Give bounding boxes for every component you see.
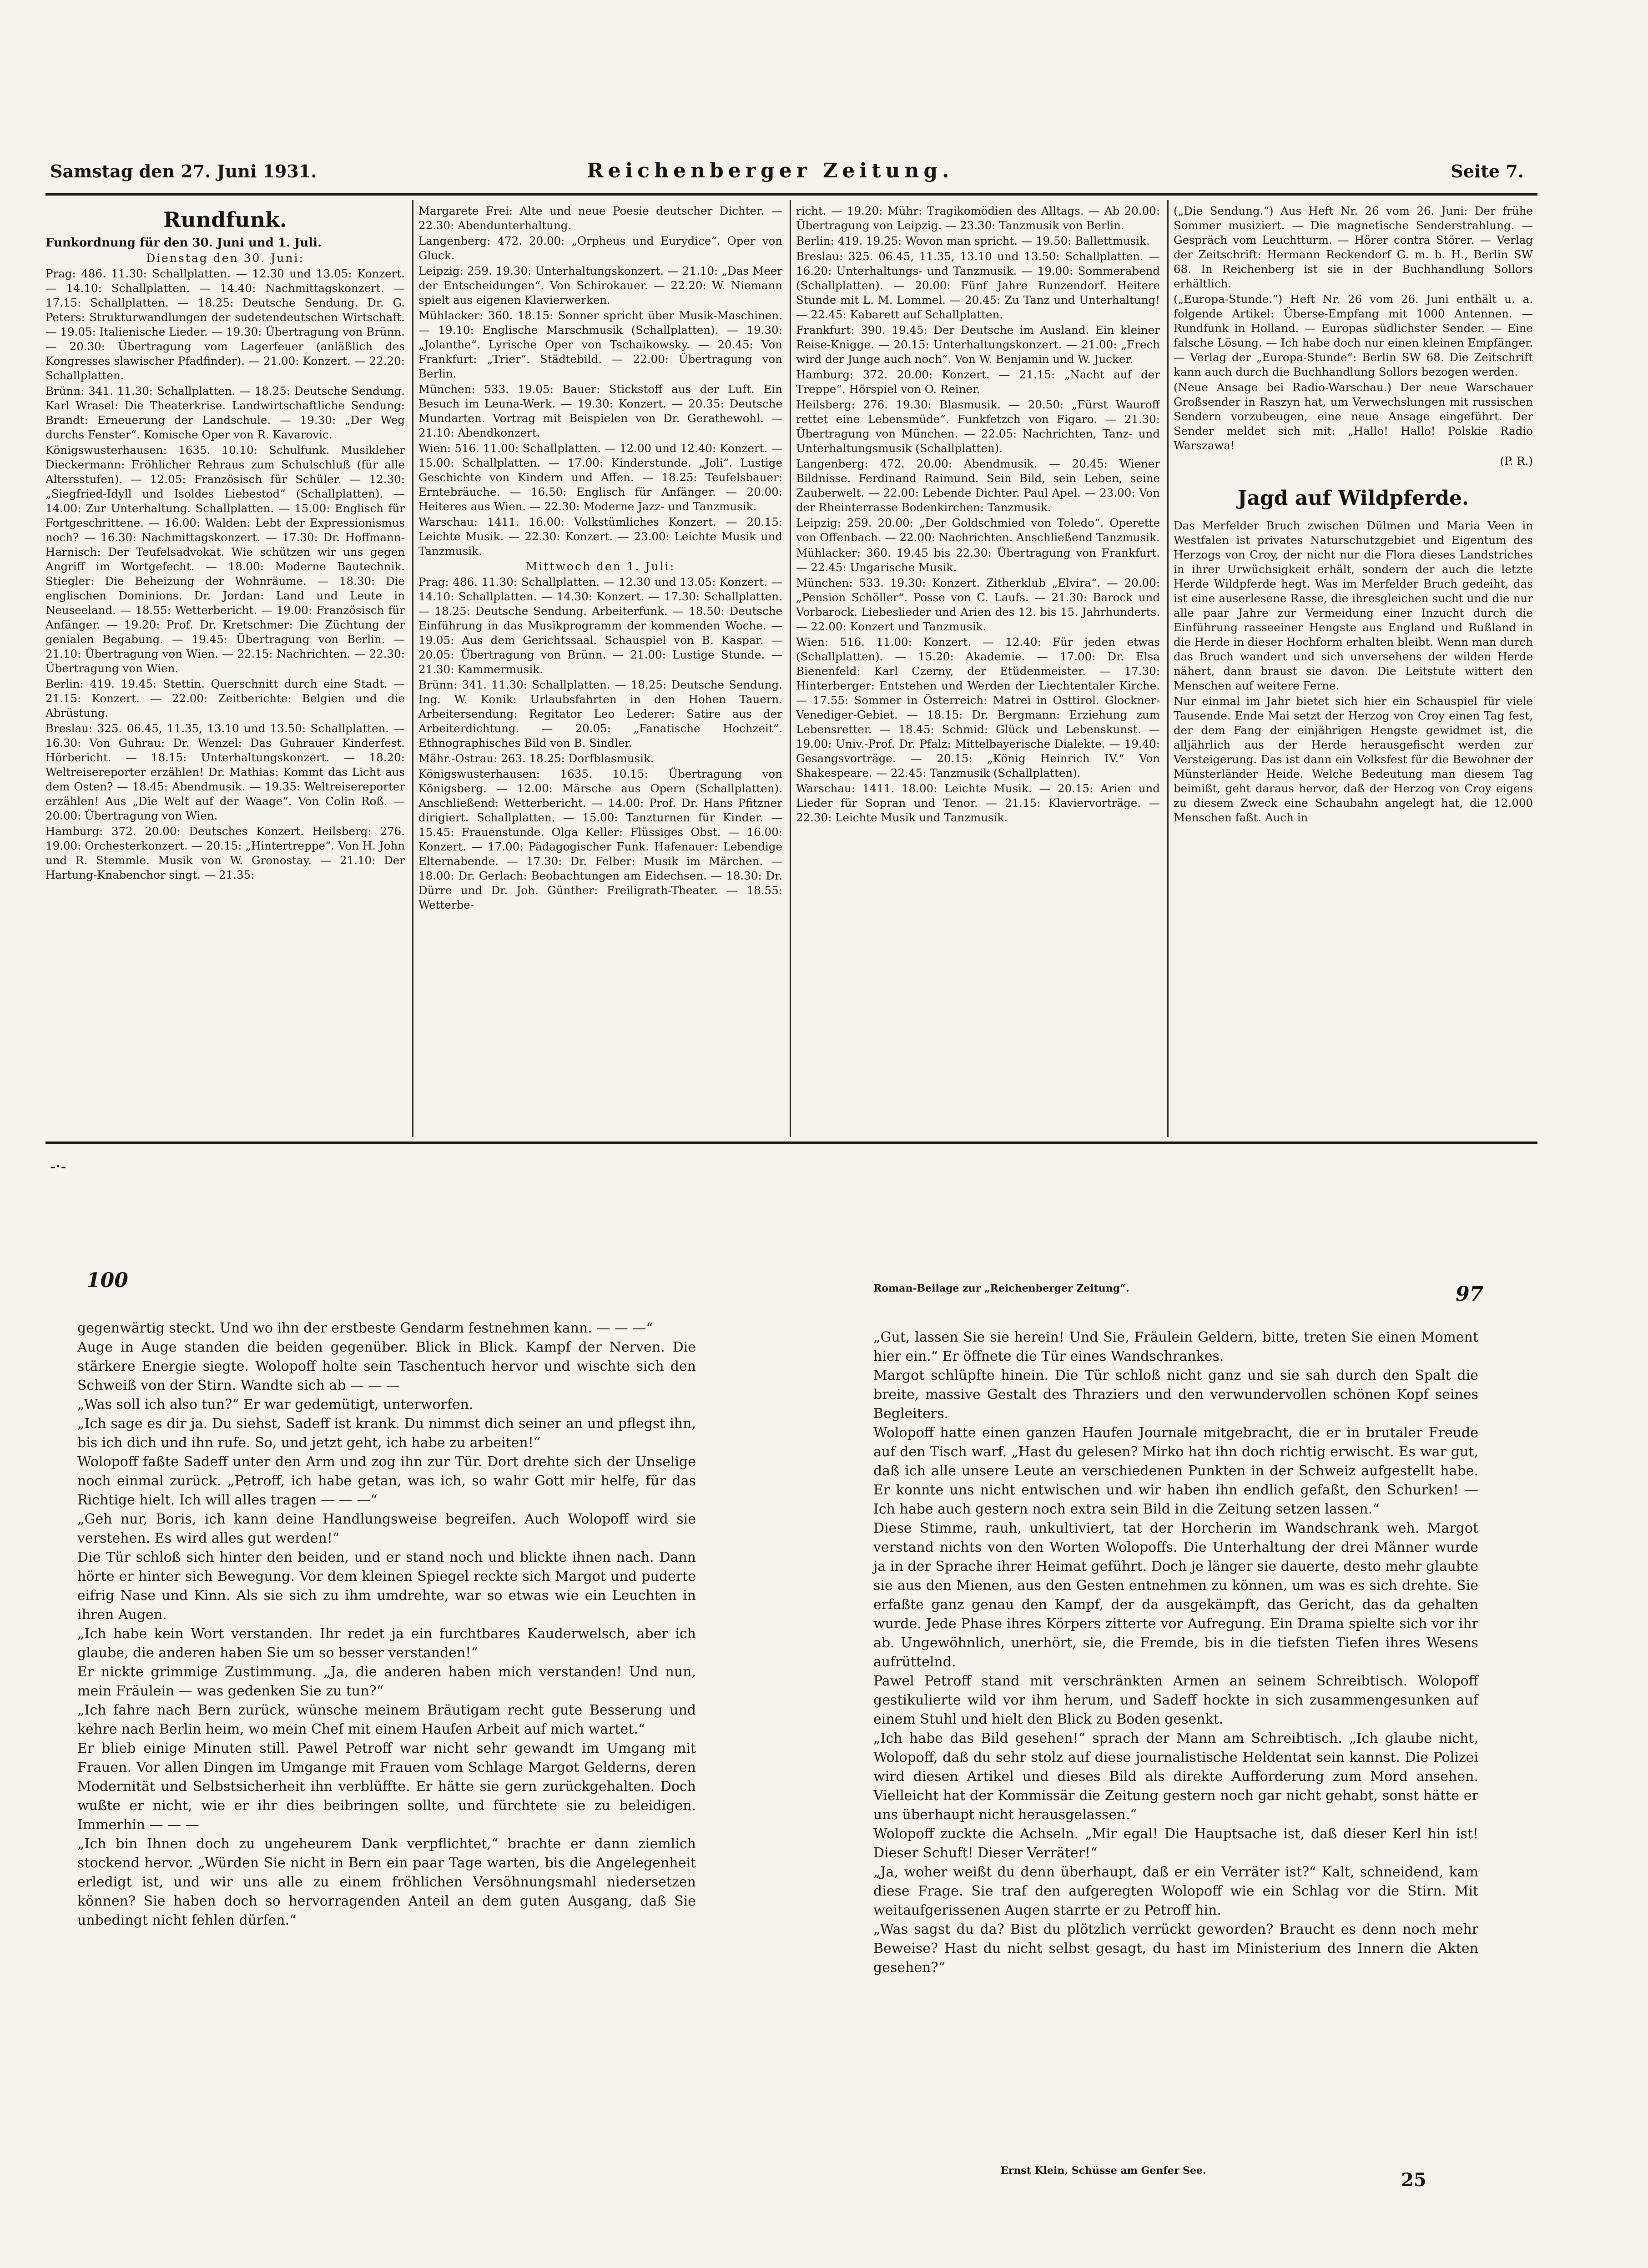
article-paragraph: Nur einmal im Jahr bietet sich hier ein Schauspiel für viele Tausende. Ende Mai setzt der Herzog von Croy einen Tag fest, der dem Fang der einjährigen Hengste gewidmet ist, die alljährlich aus der Herde herausgefischt werden zur Versteigerung. Das ist dann ein Volksfest für die Bewohner der Münsterländer Heide. Welche Bedeutung man diesem Tag beimißt, geht daraus hervor, daß der Herzog von Croy eigens zu diesem Zweck eine Schaubahn angelegt hat, die 12.000 Menschen faßt. Auch in — [1174, 694, 1533, 824]
section-heading-rundfunk: Rundfunk. — [163, 207, 287, 232]
notice-paragraph: („Europa-Stunde.“) Heft Nr. 26 vom 26. Juni enthält u. a. folgende Artikel: Überse-Empfang mit 1000 Antennen. — Rundfunk in Holland. — Europas südlichster Sender. — Eine falsche Lösung. — Ich habe doch nur einen kleinen Empfänger. — Verlag der „Europa-Stunde“: Berlin SW 68. Die Zeitschrift kann auch durch die Buchhandlung Sollors bezogen werden. — [1174, 292, 1533, 378]
novel-paragraph: Wolopoff zuckte die Achseln. „Mir egal! Die Hauptsache ist, daß dieser Kerl hin ist! Dieser Schuft! Dieser Verräter!“ — [873, 1826, 1478, 1861]
day-heading: Dienstag den 30. Juni: — [146, 251, 304, 265]
column-2 — [418, 204, 782, 1136]
program-paragraph: Warschau: 1411. 18.00: Leichte Musik. — 20.15: Arien und Lieder für Sopran und Tenor. — 21.15: Klaviervorträge. — 22.30: Leichte Musik und Tanzmusik. — [796, 782, 1160, 824]
novel-paragraph: „Ich sage es dir ja. Du siehst, Sadeff ist krank. Du nimmst dich seiner an und pflegst ihn, bis ich dich und ihn rufe. So, und jetzt geht, ich habe zu arbeiten!“ — [77, 1416, 696, 1451]
novel-paragraph: Wolopoff hatte einen ganzen Haufen Journale mitgebracht, die er in brutaler Freude auf den Tisch warf. „Hast du gelesen? Mirko hat ihn doch richtig erwischt. Es war gut, daß ich alle unsere Leute an verschiedenen Punkten in der Schweiz aufgestellt habe. Er konnte uns nicht entwischen und wir haben ihn endlich gefaßt, den Schurken! — Ich habe auch gestern noch extra sein Bild in die Zeitung setzen lassen.“ — [873, 1425, 1478, 1517]
program-paragraph: München: 533. 19.05: Bauer: Stickstoff aus der Luft. Ein Besuch im Leuna-Werk. — 19.30: Konzert. — 20.35: Deutsche Mundarten. Vortrag mit Beispielen von Dr. Gerathewohl. — 21.10: Abendkonzert. — [418, 382, 782, 439]
notice-paragraph: (Neue Ansage bei Radio-Warschau.) Der neue Warschauer Großsender in Raszyn hat, um Verwechslungen mit russischen Sendern vorzubeugen, eine neue Ansage eingeführt. Der Sender meldet sich mit: „Hallo! Hallo! Polskie Radio Warszawa! — [1174, 381, 1533, 452]
program-paragraph: Prag: 486. 11.30: Schallplatten. — 12.30 und 13.05: Konzert. — 14.10: Schallplatten. — 14.30: Konzert. — 17.30: Schallplatten. — 18.25: Deutsche Sendung. Arbeiterfunk. — 18.50: Deutsche Einführung in das Musikprogramm der kommenden Woche. — 19.05: Aus dem Gerichtssaal. Schauspiel von B. Kaspar. — 20.05: Übertragung von Brünn. — 21.00: Lustige Stunde. — 21.30: Kammermusik. — [418, 575, 782, 676]
novel-paragraph: „Ich bin Ihnen doch zu ungeheurem Dank verpflichtet,“ brachte er dann ziemlich stockend hervor. „Würden Sie nicht in Bern ein paar Tage warten, bis die Angelegenheit erledigt ist, und wir uns alle zu einem fröhlichen Versöhnungsmahl niedersetzen können? Sie haben doch so hervorragenden Anteil an dem guten Ausgang, daß Sie unbedingt nicht fehlen dürfen.“ — [77, 1836, 696, 1928]
column-rule — [412, 200, 413, 1137]
column-1 — [45, 204, 405, 1136]
program-paragraph: Wien: 516. 11.00: Schallplatten. — 12.00 und 12.40: Konzert. — 15.00: Schallplatten. — 17.00: Kinderstunde. „Joli“. Lustige Geschichte von Kindern und Affen. — 18.25: Teufelsbauer: Erntebräuche. — 16.50: Englisch für Anfänger. — 20.00: Heiteres aus Wien. — 22.30: Moderne Jazz- und Tanzmusik. — [418, 442, 782, 513]
scan-mark: -·- — [50, 1157, 66, 1176]
novel-paragraph: Er blieb einige Minuten still. Pawel Petroff war nicht sehr gewandt im Umgang mit Frauen. Vor allen Dingen im Umgange mit Frauen vom Schlage Margot Gelderns, deren Modernität und Selbstsicherheit ihn verblüffte. Er hätte sie gern zurückgehalten. Doch wußte er nicht, wie er ihr dies beibringen sollte, und fürchtete sie zu beleidigen. Immerhin — — — — [77, 1740, 696, 1833]
clip-left-text — [77, 1319, 696, 1930]
program-paragraph: Mühlacker: 360. 19.45 bis 22.30: Übertragung von Frankfurt. — 22.45: Ungarische Musik. — [796, 546, 1160, 574]
day-heading: Mittwoch den 1. Juli: — [525, 560, 675, 573]
novel-paragraph: Auge in Auge standen die beiden gegenüber. Blick in Blick. Kampf der Nerven. Die stärkere Energie siegte. Wolopoff holte sein Taschentuch hervor und wischte sich den Schweiß von der Stirn. Wandte sich ab — — — — [77, 1339, 696, 1393]
program-paragraph: Wien: 516. 11.00: Konzert. — 12.40: Für jeden etwas (Schallplatten). — 15.20: Akademie. — 17.00: Dr. Elsa Bienenfeld: Karl Czerny, der Etüdenmeister. — 17.30: Hinterberger: Entstehen und Werden der Liechtentaler Kirche. — 17.55: Sommer in Österreich: Matrei in Osttirol. Glockner-Venediger-Gebiet. — 18.15: Dr. Bergmann: Erziehung zum Lebensretter. — 18.45: Schmid: Glück und Lebenskunst. — 19.00: Univ.-Prof. Dr. Pfalz: Mittelbayerische Dialekte. — 19.40: Gesangsvorträge. — 20.15: „König Heinrich IV.“ Von Shakespeare. — 22.45: Tanzmusik (Schallplatten). — [796, 635, 1160, 779]
program-paragraph: Heilsberg: 276. 19.30: Blasmusik. — 20.50: „Fürst Wauroff rettet eine Lebensmüde“. Funkfetzch von Figaro. — 21.30: Übertragung von München. — 22.05: Nachrichten, Tanz- und Unterhaltungsmusik (Schallplatten). — [796, 398, 1160, 455]
program-paragraph: Brünn: 341. 11.30: Schallplatten. — 18.25: Deutsche Sendung. Karl Wrasel: Die Theaterkrise. Landwirtschaftliche Sendung: Brandt: Erneuerung der Landschule. — 19.30: „Der Weg durchs Fenster“. Komische Oper von R. Kavarovic. — [45, 384, 405, 441]
program-paragraph: Hamburg: 372. 20.00: Konzert. — 21.15: „Nacht auf der Treppe“. Hörspiel von O. Reiner. — [796, 368, 1160, 396]
masthead-date: Samstag den 27. Juni 1931. — [50, 161, 317, 181]
program-paragraph: Margarete Frei: Alte und neue Poesie deutscher Dichter. — 22.30: Abendunterhaltung. — [418, 204, 782, 232]
novel-paragraph: „Was sagst du da? Bist du plötzlich verrückt geworden? Braucht es denn noch mehr Beweise? Hast du nicht selbst gesagt, du hast im Ministerium des Innern die Akten gesehen?“ — [873, 1921, 1478, 1976]
novel-paragraph: Wolopoff faßte Sadeff unter den Arm und zog ihn zur Tür. Dort drehte sich der Unselige noch einmal zurück. „Petroff, ich habe getan, was ich, so wahr Gott mir helfe, für das Richtige hielt. Ich will alles tragen — — —“ — [77, 1454, 696, 1508]
column-4 — [1174, 204, 1533, 1136]
notice-signature: (P. R.) — [1500, 454, 1533, 468]
program-paragraph: Berlin: 419. 19.25: Wovon man spricht. — 19.50: Ballettmusik. — [796, 234, 1150, 247]
column-3 — [796, 204, 1160, 1136]
program-paragraph: Warschau: 1411. 16.00: Volkstümliches Konzert. — 20.15: Leichte Musik. — 22.30: Konzert. — 23.00: Leichte Musik und Tanzmusik. — [418, 515, 782, 558]
article-heading: Jagd auf Wildpferde. — [1237, 487, 1469, 510]
masthead-title: Reichenberger Zeitung. — [587, 159, 954, 182]
column-rule — [790, 200, 791, 1137]
program-paragraph: Breslau: 325. 06.45, 11.35, 13.10 und 13.50: Schallplatten. — 16.20: Unterhaltungs- und Tanzmusik. — 19.00: Sommerabend (Schallplatten). — 20.00: Fünf Jahre Runzendorf. Heitere Stunde mit L. M. Lommel. — 20.45: Zu Tanz und Unterhaltung! — 22.45: Kabarett auf Schallplatten. — [796, 250, 1160, 321]
program-paragraph: Mühlacker: 360. 18.15: Sonner spricht über Musik-Maschinen. — 19.10: Englische Marschmusik (Schallplatten). — 19.30: „Jolanthe“. Lyrische Oper von Tschaikowsky. — 20.45: Von Frankfurt: „Trier“. Städtebild. — 22.00: Übertragung von Berlin. — [418, 309, 782, 380]
novel-paragraph: „Ja, woher weißt du denn überhaupt, daß er ein Verräter ist?“ Kalt, schneidend, kam diese Frage. Sie traf den aufgeregten Wolopoff wie ein Schlag vor die Stirn. Mit weitaufgerissenen Augen starrte er zu Petroff hin. — [873, 1864, 1478, 1918]
program-paragraph: Breslau: 325. 06.45, 11.35, 13.10 und 13.50: Schallplatten. — 16.30: Von Guhrau: Dr. Wenzel: Das Guhrauer Kinderfest. Hörbericht. — 18.15: Unterhaltungskonzert. — 18.20: Weltreisereporter erzählen! Dr. Mathias: Kommt das Licht aus dem Osten? — 18.45: Abendmusik. — 19.35: Weltreisereporter erzählen! Aus „Die Welt auf der Waage“. Von Colin Roß. — 20.00: Übertragung von Wien. — [45, 722, 405, 822]
program-paragraph: Leipzig: 259. 19.30: Unterhaltungskonzert. — 21.10: „Das Meer der Entscheidungen“. Von Schirokauer. — 22.20: W. Niemann spielt aus eigenen Klavierwerken. — [418, 264, 782, 307]
column-rule — [1167, 200, 1169, 1137]
novel-paragraph: Er nickte grimmige Zustimmung. „Ja, die anderen haben mich verstanden! Und nun, mein Fräulein — was gedenken Sie zu tun?“ — [77, 1664, 696, 1699]
clip-left-page-number: 100 — [86, 1269, 128, 1292]
masthead-page-number: Seite 7. — [1451, 161, 1524, 181]
program-paragraph: Frankfurt: 390. 19.45: Der Deutsche im Ausland. Ein kleiner Reise-Knigge. — 20.15: Unterhaltungskonzert. — 21.00: „Frech wird der Junge auch noch“. Von W. Benjamin und W. Jucker. — [796, 323, 1160, 366]
program-paragraph: Mähr.-Ostrau: 263. 18.25: Dorfblasmusik. — [418, 752, 654, 765]
clip-right-footer: Ernst Klein, Schüsse am Genfer See. — [1001, 2165, 1206, 2177]
program-paragraph: Langenberg: 472. 20.00: Abendmusik. — 20.45: Wiener Bildnisse. Ferdinand Raimund. Sein Bild, sein Leben, seine Zauberwelt. — 22.00: Lebende Dichter. Paul Apel. — 23.00: Von der Rheinterrasse Bodenkirchen: Tanzmusik. — [796, 457, 1160, 514]
newspaper-page — [45, 155, 1537, 1151]
program-paragraph: Königswusterhausen: 1635. 10.10: Schulfunk. Musikleher Dieckermann: Fröhlicher Rehraus zum Schulschluß (für alle Altersstufen). — 12.05: Französisch für Schüler. — 12.30: „Siegfried-Idyll und Isoldes Liebestod“ (Schallplatten). — 14.00: Zur Unterhaltung. Schallplatten. — 15.00: Englisch für Fortgeschrittene. — 16.00: Walden: Lebt der Expressionismus noch? — 16.30: Nachmittagskonzert. — 17.30: Dr. Hoffmann-Harnisch: Der Teufelsadvokat. Wie schützen wir uns gegen Angriff im Wortgefecht. — 18.00: Moderne Bautechnik. Stiegler: Die Beheizung der Wohnräume. — 18.30: Die englischen Dominions. Dr. Jordan: Land und Leute in Neuseeland. — 18.55: Wetterbericht. — 19.00: Französisch für Anfänger. — 19.20: Prof. Dr. Kretschmer: Die Züchtung der genialen Begabung. — 19.45: Übertragung von Berlin. — 21.10: Übertragung von Wien. — 22.15: Nachrichten. — 22.30: Übertragung von Wien. — [45, 443, 405, 675]
novel-paragraph: „Ich fahre nach Bern zurück, wünsche meinem Bräutigam recht gute Besserung und kehre nach Berlin heim, wo mein Chef mit einem Haufen Arbeit auf mich wartet.“ — [77, 1702, 696, 1737]
novel-paragraph: Pawel Petroff stand mit verschränkten Armen an seinem Schreibtisch. Wolopoff gestikulierte wild vor ihm herum, und Sadeff hockte in sich zusammengesunken auf einem Stuhl und hielt den Blick zu Boden gesenkt. — [873, 1673, 1478, 1727]
program-paragraph: München: 533. 19.30: Konzert. Zitherklub „Elvira“. — 20.00: „Pension Schöller“. Posse von C. Laufs. — 21.30: Barock und Vorbarock. Liebeslieder und Arien des 12. bis 15. Jahrhunderts. — 22.00: Konzert und Tanzmusik. — [796, 576, 1160, 633]
masthead — [45, 155, 1537, 196]
program-paragraph: Hamburg: 372. 20.00: Deutsches Konzert. Heilsberg: 276. 19.00: Orchesterkonzert. — 20.15: „Hintertreppe“. Von H. John und R. Stemmle. Musik von W. Gronostay. — 21.10: Der Hartung-Knabenchor singt. — 21.35: — [45, 825, 405, 881]
novel-paragraph: Die Tür schloß sich hinter den beiden, und er stand noch und blickte ihnen nach. Dann hörte er hinter sich Bewegung. Vor dem kleinen Spiegel reckte sich Margot und puderte eifrig Nase und Kinn. Als sie sich zu ihm umdrehte, war so etwas wie ein Leuchten in ihren Augen. — [77, 1549, 696, 1623]
program-paragraph: Brünn: 341. 11.30: Schallplatten. — 18.25: Deutsche Sendung. Ing. W. Konik: Urlaubsfahrten in den Hohen Tauern. Arbeitersendung: Regitator Leo Lederer: Satire aus der Arbeiterdichtung. — 20.05: „Fanatische Hochzeit“. Ethnographisches Bild von B. Sindler. — [418, 678, 782, 749]
novel-paragraph: gegenwärtig steckt. Und wo ihn der erstbeste Gendarm festnehmen kann. — — —“ — [77, 1320, 653, 1336]
program-paragraph: Prag: 486. 11.30: Schallplatten. — 12.30 und 13.05: Konzert. — 14.10: Schallplatten. — 14.40: Nachmittagskonzert. — 17.15: Schallplatten. — 18.25: Deutsche Sendung. Dr. G. Peters: Strukturwandlungen der sudetendeutschen Wirtschaft. — 19.05: Italienische Lieder. — 19.30: Übertragung von Brünn. — 20.30: Übertragung vom Lagerfeuer (anläßlich des Kongresses slawischer Pfadfinder). — 21.00: Konzert. — 22.20: Schallplatten. — [45, 267, 405, 382]
article-paragraph: Das Merfelder Bruch zwischen Dülmen und Maria Veen in Westfalen ist privates Naturschutzgebiet und Eigentum des Herzogs von Croy, der nicht nur die Flora dieses Landstriches in ihrer Urwüchsigkeit erhält, sondern der auch die letzte Herde Wildpferde hegt. Was im Merfelder Bruch gedeiht, das ist eine auserlesene Rasse, die ihresgleichen sucht und die nur alle paar Jahre zur Vermeidung einer Inzucht durch die Einführung rasseeiner Hengste aus England und Rußland in die Herde in dieser Hochform erhalten bleibt. Wenn man durch das Bruch wandert und sich unversehens der wilden Herde nähert, dann braust sie davon. Die Leitstute wittert den Menschen auf weitere Ferne. — [1174, 519, 1533, 692]
novel-paragraph: „Geh nur, Boris, ich kann deine Handlungsweise begreifen. Auch Wolopoff wird sie verstehen. Es wird alles gut werden!“ — [77, 1511, 696, 1546]
program-paragraph: Berlin: 419. 19.45: Stettin. Querschnitt durch eine Stadt. — 21.15: Konzert. — 22.00: Zeitberichte: Belgien und die Abrüstung. — [45, 677, 405, 719]
clip-right-text — [873, 1328, 1478, 1977]
novel-paragraph: „Ich habe das Bild gesehen!“ sprach der Mann am Schreibtisch. „Ich glaube nicht, Wolopoff, daß du sehr stolz auf diese journalistische Heldentat sein kannst. Die Polizei wird diesen Artikel und dieses Bild als direkte Aufforderung zum Mord ansehen. Vielleicht hat der Kommissär die Zeitung gestern noch gar nicht gehabt, sonst hätte er uns überhaupt nicht herausgelassen.“ — [873, 1730, 1478, 1823]
novel-paragraph: „Was soll ich also tun?“ Er war gedemütigt, unterworfen. — [77, 1397, 474, 1413]
novel-paragraph: „Ich habe kein Wort verstanden. Ihr redet ja ein furchtbares Kauderwelsch, aber ich glaube, die anderen haben Sie um so besser verstanden!“ — [77, 1626, 696, 1661]
novel-paragraph: Margot schlüpfte hinein. Die Tür schloß nicht ganz und sie sah durch den Spalt die breite, massive Gestalt des Thraziers und den verwundervollen schönen Kopf seines Begleiters. — [873, 1368, 1478, 1422]
program-paragraph: Langenberg: 472. 20.00: „Orpheus und Eurydice“. Oper von Gluck. — [418, 234, 782, 262]
program-paragraph: richt. — 19.20: Mühr: Tragikomödien des Alltags. — Ab 20.00: Übertragung von Leipzig. — 23.30: Tanzmusik von Berlin. — [796, 204, 1160, 232]
program-paragraph: Königswusterhausen: 1635. 10.15: Übertragung von Königsberg. — 12.00: Märsche aus Opern (Schallplatten). Anschließend: Wetterbericht. — 14.00: Prof. Dr. Hans Pfitzner dirigiert. Schallplatten. — 15.00: Tanzturnen für Kinder. — 15.45: Frauenstunde. Olga Keller: Flüssiges Obst. — 16.00: Konzert. — 17.00: Pädagogischer Funk. Hafenauer: Lebendige Elternabende. — 17.30: Dr. Felber: Musik im Märchen. — 18.00: Dr. Gerlach: Beobachtungen am Eidechsen. — 18.30: Dr. Dürre und Dr. Joh. Günther: Freiligrath-Theater. — 18.55: Wetterbe- — [418, 767, 782, 911]
clip-right-signature: 25 — [1401, 2169, 1426, 2191]
clip-right-header: Roman-Beilage zur „Reichenberger Zeitung“. — [873, 1282, 1129, 1294]
section-subheading: Funkordnung für den 30. Juni und 1. Juli. — [45, 236, 322, 250]
page-bottom-rule — [45, 1142, 1537, 1144]
program-paragraph: Leipzig: 259. 20.00: „Der Goldschmied von Toledo“. Operette von Offenbach. — 22.00: Nachrichten. Anschließend Tanzmusik. — [796, 516, 1160, 544]
notice-paragraph: („Die Sendung.“) Aus Heft Nr. 26 vom 26. Juni: Der frühe Sommer musiziert. — Die magnetische Senderstrahlung. — Gespräch vom Leuchtturm. — Hörer contra Störer. — Verlag der Zeitschrift: Hermann Reckendorf G. m. b. H., Berlin SW 68. In Reichenberg ist sie in der Buchhandlung Sollors erhältlich. — [1174, 204, 1533, 290]
novel-paragraph: Diese Stimme, rauh, unkultiviert, tat der Horcherin im Wandschrank weh. Margot verstand nichts von den Worten Wolopoffs. Die Unterhaltung der drei Männer wurde ja in der Sprache ihrer Heimat geführt. Doch je länger sie dauerte, desto mehr glaubte sie aus den Mienen, aus den Gesten entnehmen zu können, um was es sich drehte. Sie erfaßte ganz genau den Kampf, der da ausgekämpft, das Gericht, das da gehalten wurde. Jede Phase ihres Körpers zitterte vor Aufregung. Ein Drama spielte sich vor ihr ab. Ungewöhnlich, unerhört, sie, die Fremde, bis in die tiefsten Tiefen ihres Wesens aufrüttelnd. — [873, 1520, 1478, 1670]
novel-paragraph: „Gut, lassen Sie sie herein! Und Sie, Fräulein Geldern, bitte, treten Sie einen Moment hier ein.“ Er öffnete die Tür eines Wandschrankes. — [873, 1329, 1478, 1364]
clip-right-page-number: 97 — [1456, 1282, 1484, 1306]
